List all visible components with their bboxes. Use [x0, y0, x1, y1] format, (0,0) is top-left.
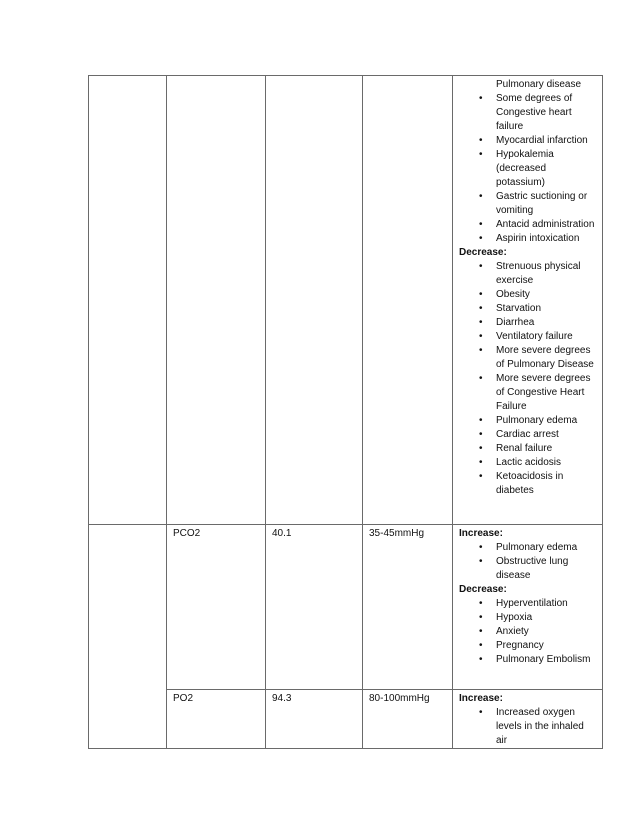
- decrease-list: [459, 260, 596, 498]
- list-item: • Obesity: [459, 288, 596, 302]
- list-item: • Ketoacidosis in diabetes: [459, 470, 596, 498]
- table-row: [89, 525, 603, 690]
- interpretation-cell: [453, 690, 603, 749]
- list-item: • Strenuous physical exercise: [459, 260, 596, 288]
- parameter-cell: PO2: [167, 690, 266, 749]
- list-item: • Starvation: [459, 302, 596, 316]
- list-item: • Hypokalemia (decreased potassium): [459, 148, 596, 190]
- list-item: • Myocardial infarction: [459, 134, 596, 148]
- table-row: [89, 690, 603, 749]
- list-item: • Ventilatory failure: [459, 330, 596, 344]
- result-cell: [266, 76, 363, 525]
- list-item: • Lactic acidosis: [459, 456, 596, 470]
- increase-heading: Increase:: [459, 693, 503, 704]
- interpretation-cell: [453, 76, 603, 525]
- list-item: • Pregnancy: [459, 639, 596, 653]
- parameter-cell: [167, 76, 266, 525]
- table-row: [89, 76, 603, 525]
- list-item: • More severe degrees of Pulmonary Disease: [459, 344, 596, 372]
- decrease-list: [459, 597, 596, 667]
- blank-cell: [89, 76, 167, 525]
- blank-cell: [89, 525, 167, 749]
- decrease-heading: Decrease:: [459, 247, 507, 258]
- list-item: • Pulmonary edema: [459, 414, 596, 428]
- list-item: • Cardiac arrest: [459, 428, 596, 442]
- range-cell: [363, 76, 453, 525]
- list-item: • Pulmonary Embolism: [459, 653, 596, 667]
- list-item: • Obstructive lung disease: [459, 555, 596, 583]
- list-item: • Aspirin intoxication: [459, 232, 596, 246]
- list-item: • Hyperventilation: [459, 597, 596, 611]
- range-cell: 80-100mmHg: [363, 690, 453, 749]
- increase-list: [459, 706, 596, 748]
- list-item: • Hypoxia: [459, 611, 596, 625]
- increase-list: [459, 541, 596, 583]
- increase-heading: Increase:: [459, 528, 503, 539]
- parameter-cell: PCO2: [167, 525, 266, 690]
- list-item: • Gastric suctioning or vomiting: [459, 190, 596, 218]
- list-item: • Renal failure: [459, 442, 596, 456]
- interpretation-cell: [453, 525, 603, 690]
- list-item: • More severe degrees of Congestive Heart Failure: [459, 372, 596, 414]
- list-item: • Pulmonary edema: [459, 541, 596, 555]
- decrease-heading: Decrease:: [459, 584, 507, 595]
- list-item: • Some degrees of Congestive heart failure: [459, 92, 596, 134]
- lab-results-table: [88, 75, 603, 749]
- increase-list: [459, 92, 596, 246]
- list-item: • Antacid administration: [459, 218, 596, 232]
- list-item: • Increased oxygen levels in the inhaled air: [459, 706, 596, 748]
- list-item: • Anxiety: [459, 625, 596, 639]
- range-cell: 35-45mmHg: [363, 525, 453, 690]
- result-cell: 94.3: [266, 690, 363, 749]
- continued-text: Pulmonary disease: [496, 79, 582, 90]
- list-item: • Diarrhea: [459, 316, 596, 330]
- result-cell: 40.1: [266, 525, 363, 690]
